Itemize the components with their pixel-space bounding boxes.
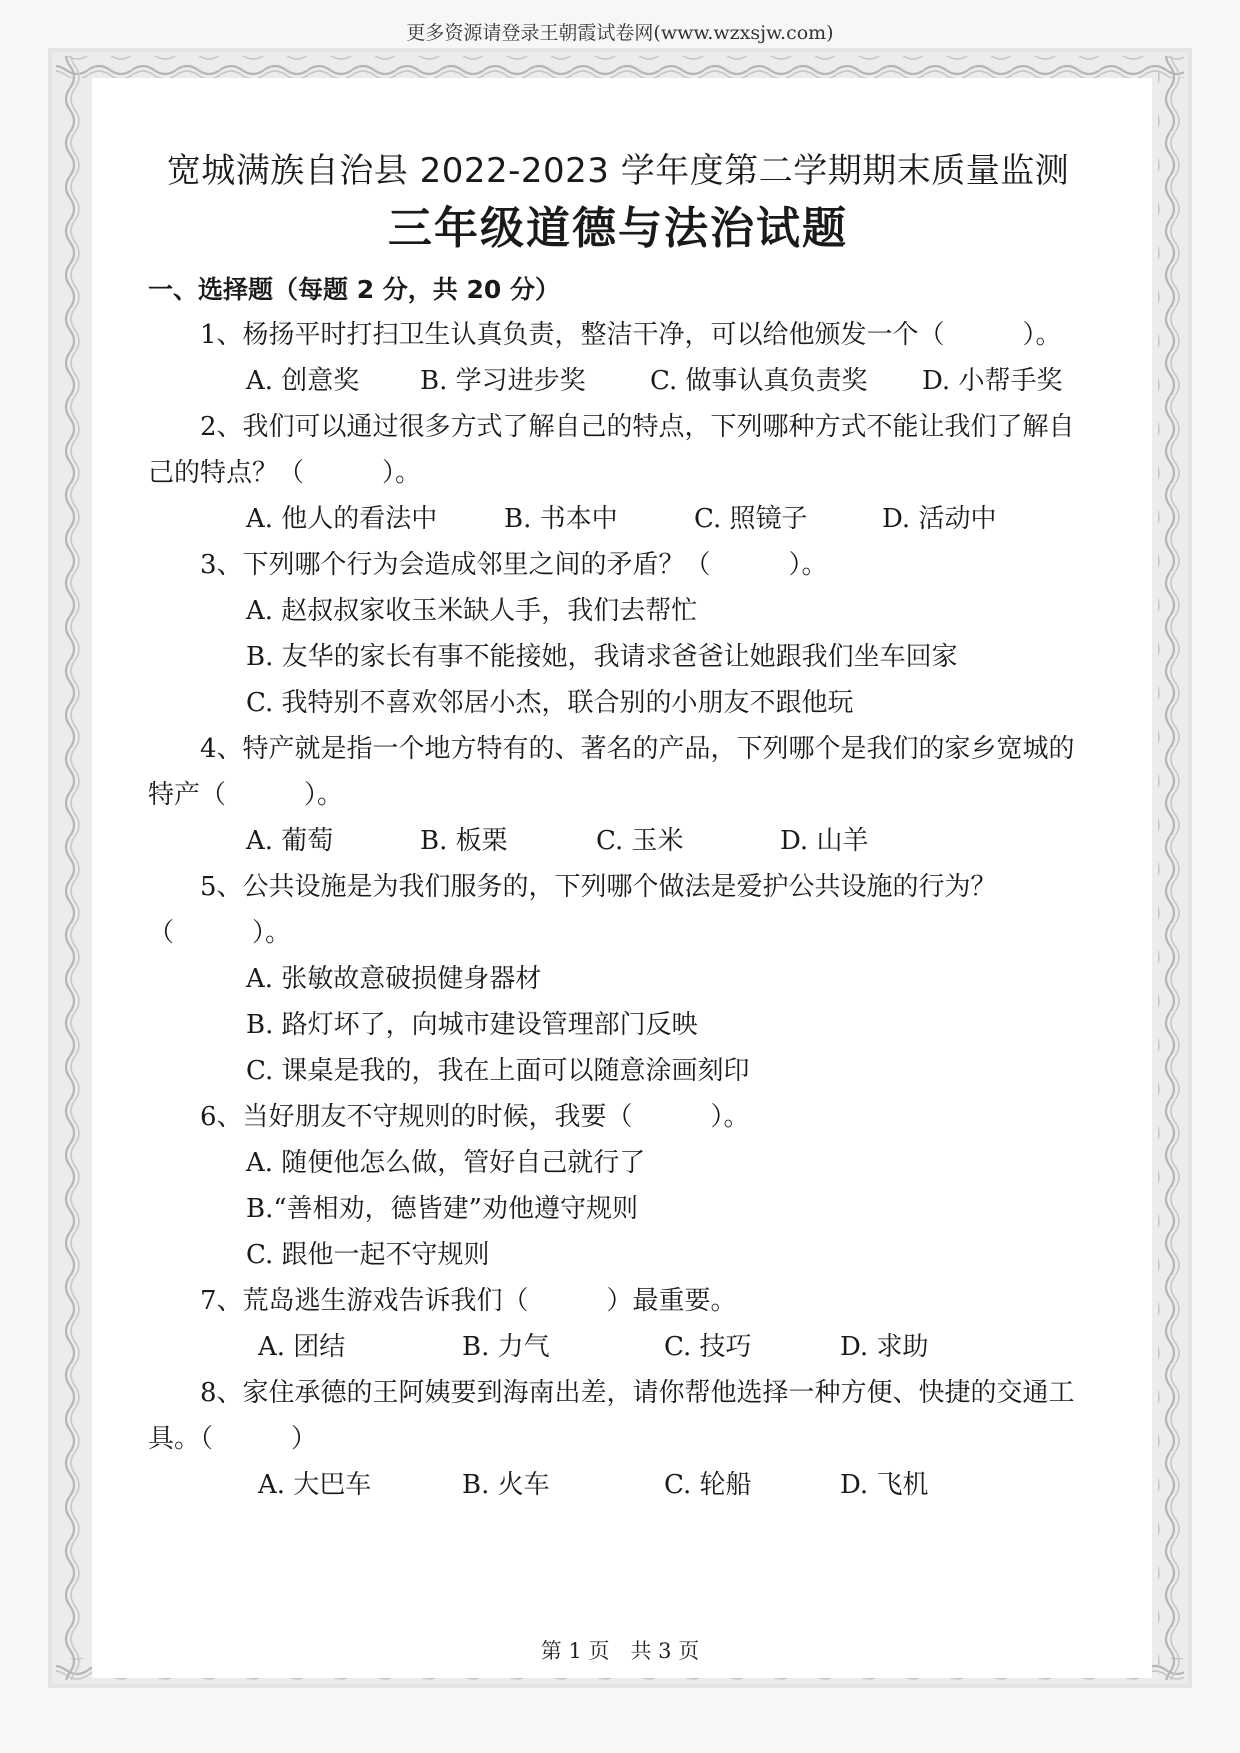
option-d: D. 小帮手奖 (922, 366, 1063, 396)
option-d: D. 求助 (840, 1332, 929, 1362)
question-2-options (148, 496, 1088, 542)
question-3-option-a: A. 赵叔叔家收玉米缺人手，我们去帮忙 (246, 596, 698, 626)
option-d: D. 飞机 (840, 1470, 929, 1500)
option-c: C. 轮船 (664, 1470, 752, 1500)
page-footer: 第 1 页 共 3 页 (540, 1639, 700, 1663)
option-a: A. 他人的看法中 (246, 504, 438, 534)
option-c: C. 技巧 (664, 1332, 752, 1362)
question-6-option-b: B.“善相劝，德皆建”劝他遵守规则 (246, 1194, 638, 1224)
question-1-options (148, 358, 1088, 404)
question-7: 7、荒岛逃生游戏告诉我们（ ）最重要。 (200, 1286, 737, 1316)
option-c: C. 玉米 (596, 826, 684, 856)
exam-content (148, 148, 1088, 1508)
question-4-options (148, 818, 1088, 864)
question-3-option-c: C. 我特别不喜欢邻居小杰，联合别的小朋友不跟他玩 (246, 688, 854, 718)
option-b: B. 力气 (462, 1332, 550, 1362)
exam-title-line1: 宽城满族自治县 2022-2023 学年度第二学期期末质量监测 (166, 151, 1070, 191)
question-5: 5、公共设施是为我们服务的，下列哪个做法是爱护公共设施的行为？（ ）。 (148, 872, 997, 948)
question-2: 2、我们可以通过很多方式了解自己的特点，下列哪种方式不能让我们了解自己的特点？（ ）。 (148, 412, 1075, 488)
option-d: D. 活动中 (882, 504, 997, 534)
question-6: 6、当好朋友不守规则的时候，我要（ ）。 (200, 1102, 750, 1132)
question-1: 1、杨扬平时打扫卫生认真负责，整洁干净，可以给他颁发一个（ ）。 (200, 320, 1062, 350)
question-5-option-c: C. 课桌是我的，我在上面可以随意涂画刻印 (246, 1056, 750, 1086)
option-a: A. 大巴车 (258, 1470, 372, 1500)
question-6-option-a: A. 随便他怎么做，管好自己就行了 (246, 1148, 646, 1178)
question-3-option-b: B. 友华的家长有事不能接她，我请求爸爸让她跟我们坐车回家 (246, 642, 958, 672)
exam-title-line2: 三年级道德与法治试题 (388, 203, 848, 254)
option-c: C. 做事认真负责奖 (650, 366, 868, 396)
section-heading: 一、选择题（每题 2 分，共 20 分） (148, 275, 561, 304)
option-b: B. 书本中 (504, 504, 618, 534)
question-5-option-b: B. 路灯坏了，向城市建设管理部门反映 (246, 1010, 698, 1040)
question-8-options (148, 1462, 1088, 1508)
option-a: A. 葡萄 (246, 826, 334, 856)
option-a: A. 团结 (258, 1332, 346, 1362)
option-d: D. 山羊 (780, 826, 869, 856)
question-6-option-c: C. 跟他一起不守规则 (246, 1240, 490, 1270)
question-3: 3、下列哪个行为会造成邻里之间的矛盾？（ ）。 (200, 550, 828, 580)
question-4: 4、特产就是指一个地方特有的、著名的产品，下列哪个是我们的家乡宽城的特产（ ）。 (148, 734, 1075, 810)
option-c: C. 照镜子 (694, 504, 808, 534)
option-b: B. 学习进步奖 (420, 366, 586, 396)
option-b: B. 火车 (462, 1470, 550, 1500)
question-5-option-a: A. 张敏故意破损健身器材 (246, 964, 542, 994)
question-7-options (148, 1324, 1088, 1370)
question-8: 8、家住承德的王阿姨要到海南出差，请你帮他选择一种方便、快捷的交通工具。（ ） (148, 1378, 1075, 1454)
option-a: A. 创意奖 (246, 366, 360, 396)
option-b: B. 板栗 (420, 826, 508, 856)
site-header: 更多资源请登录王朝霞试卷网(www.wzxsjw.com) (406, 22, 834, 44)
